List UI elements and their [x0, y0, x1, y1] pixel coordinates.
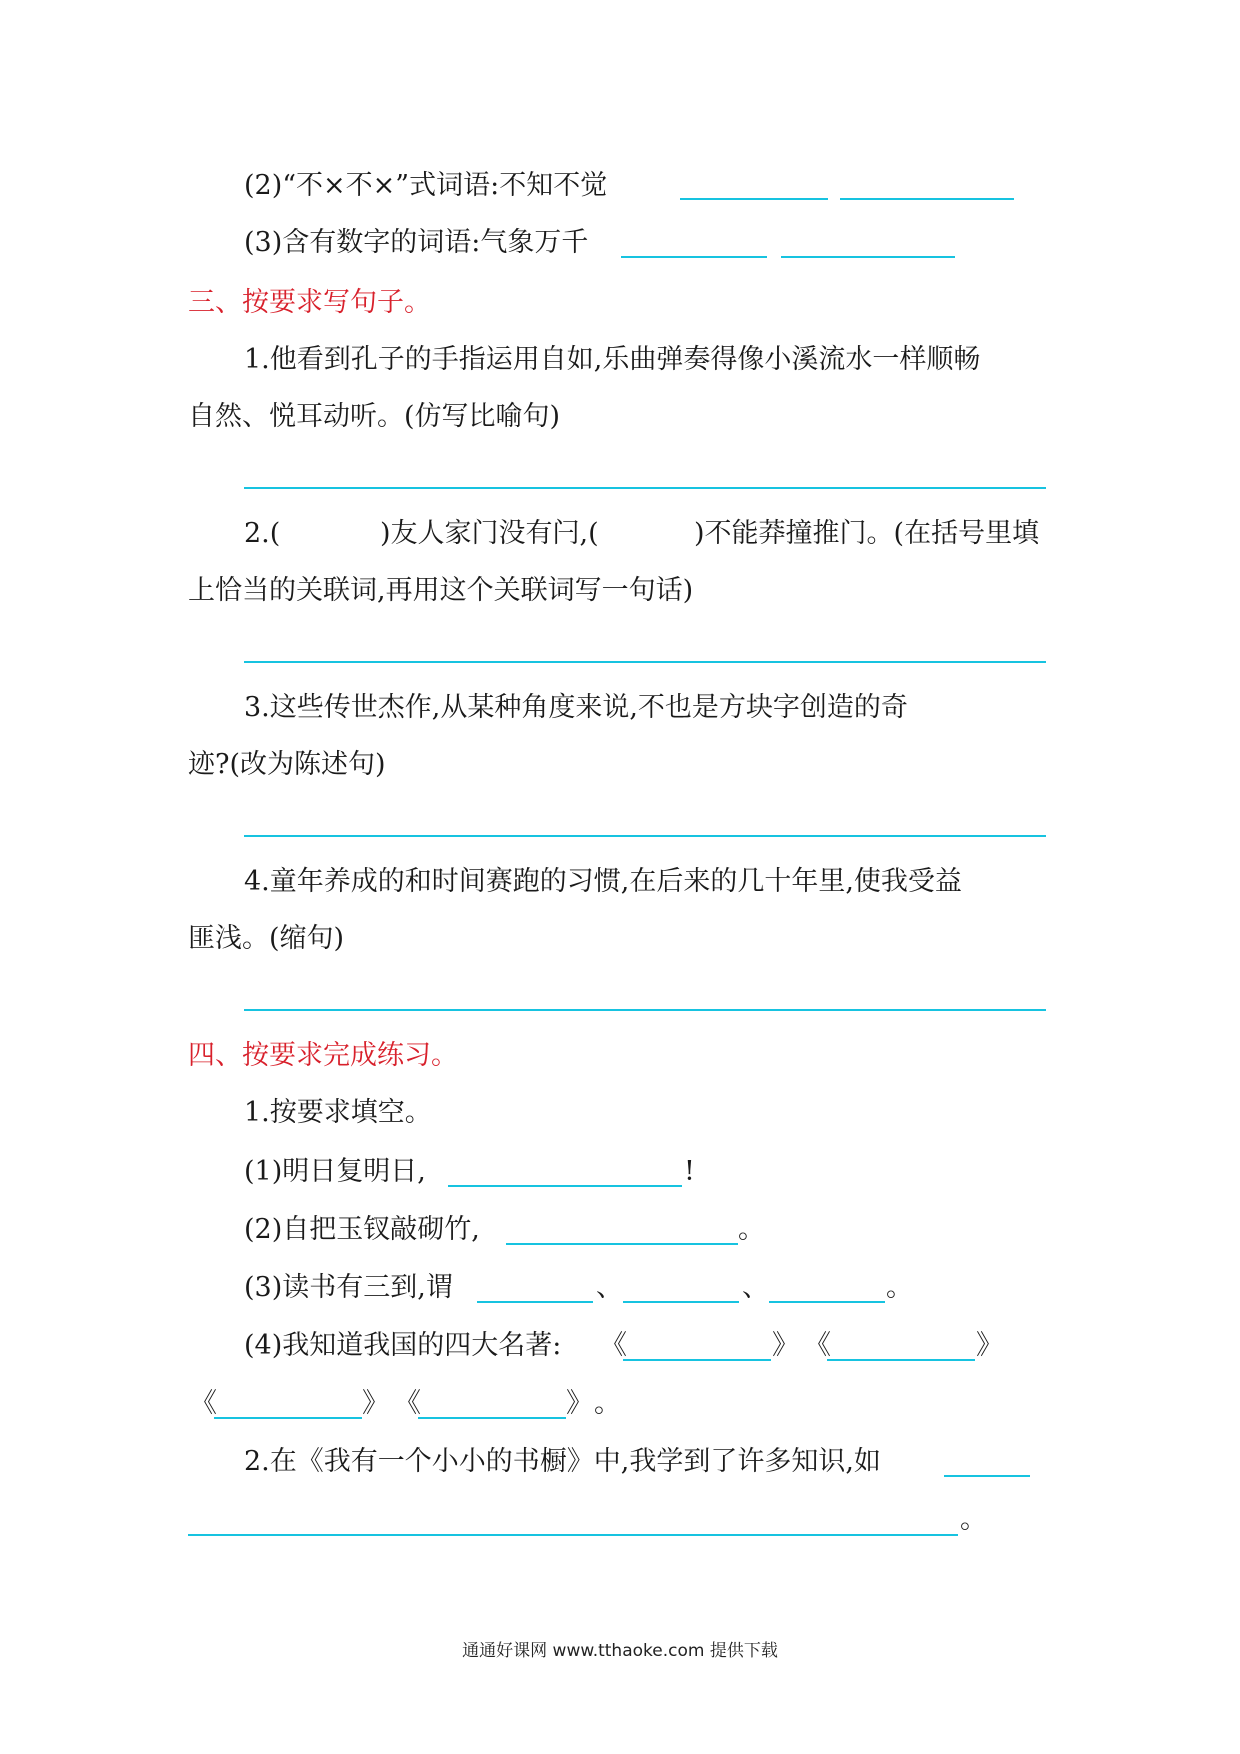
fill-2-prefix: (2)自把玉钗敲砌竹, [244, 1214, 480, 1245]
s4-q2-blank-2[interactable] [188, 1534, 958, 1536]
q1-answer-line[interactable] [244, 487, 1046, 489]
s4-q2-prefix: 2.在《我有一个小小的书橱》中,我学到了许多知识,如 [244, 1446, 881, 1477]
q2-part-1: 2.( [244, 518, 281, 549]
section-3-heading: 三、按要求写句子。 [188, 287, 431, 318]
q2-answer-line[interactable] [244, 661, 1046, 663]
book-2-close: 》 [976, 1330, 1003, 1361]
q3-line-2: 迹?(改为陈述句) [188, 749, 386, 780]
fill-4-period: 。 [594, 1388, 621, 1419]
q1-line-1: 1.他看到孔子的手指运用自如,乐曲弹奏得像小溪流水一样顺畅 [244, 344, 981, 375]
book-4-close: 》 [566, 1388, 593, 1419]
fill-3-prefix: (3)读书有三到,谓 [244, 1272, 453, 1303]
q1-line-2: 自然、悦耳动听。(仿写比喻句) [188, 401, 561, 432]
item-2-blank-2[interactable] [840, 198, 1014, 200]
s4-q2-blank-1[interactable] [944, 1475, 1030, 1477]
q2-part-2: )友人家门没有闩,( [380, 518, 599, 549]
book-2-open: 《 [804, 1330, 831, 1361]
q4-line-2: 匪浅。(缩句) [188, 923, 345, 954]
footer-text: 通通好课网 www.tthaoke.com 提供下载 [462, 1641, 778, 1661]
s4-q2-suffix: 。 [960, 1504, 987, 1535]
book-1-close: 》 [772, 1330, 799, 1361]
book-4-blank[interactable] [418, 1417, 566, 1419]
fill-1-blank[interactable] [448, 1185, 682, 1187]
fill-2-blank[interactable] [506, 1243, 738, 1245]
item-3-blank-2[interactable] [781, 256, 955, 258]
fill-1-suffix: ! [684, 1156, 695, 1187]
item-2-text: (2)“不×不×”式词语:不知不觉 [244, 170, 608, 201]
fill-1-prefix: (1)明日复明日, [244, 1156, 426, 1187]
book-4-open: 《 [394, 1388, 421, 1419]
fill-3-period: 。 [886, 1272, 913, 1303]
book-1-open: 《 [600, 1330, 627, 1361]
q3-line-1: 3.这些传世杰作,从某种角度来说,不也是方块字创造的奇 [244, 692, 908, 723]
section-4-heading: 四、按要求完成练习。 [188, 1040, 458, 1071]
book-3-open: 《 [190, 1388, 217, 1419]
book-3-close: 》 [362, 1388, 389, 1419]
fill-4-prefix: (4)我知道我国的四大名著: [244, 1330, 562, 1361]
fill-2-suffix: 。 [738, 1214, 765, 1245]
book-3-blank[interactable] [214, 1417, 362, 1419]
q2-line-2: 上恰当的关联词,再用这个关联词写一句话) [188, 575, 694, 606]
fill-3-dun-2: 、 [742, 1272, 769, 1303]
book-2-blank[interactable] [827, 1359, 975, 1361]
q4-line-1: 4.童年养成的和时间赛跑的习惯,在后来的几十年里,使我受益 [244, 866, 962, 897]
item-3-blank-1[interactable] [621, 256, 767, 258]
fill-3-blank-2[interactable] [623, 1301, 739, 1303]
fill-3-dun-1: 、 [596, 1272, 623, 1303]
s4-q1-title: 1.按要求填空。 [244, 1097, 432, 1128]
fill-3-blank-3[interactable] [769, 1301, 885, 1303]
item-3-text: (3)含有数字的词语:气象万千 [244, 227, 589, 258]
book-1-blank[interactable] [623, 1359, 771, 1361]
q4-answer-line[interactable] [244, 1009, 1046, 1011]
q2-part-3: )不能莽撞推门。(在括号里填 [694, 518, 1040, 549]
item-2-blank-1[interactable] [680, 198, 828, 200]
fill-3-blank-1[interactable] [477, 1301, 593, 1303]
q3-answer-line[interactable] [244, 835, 1046, 837]
